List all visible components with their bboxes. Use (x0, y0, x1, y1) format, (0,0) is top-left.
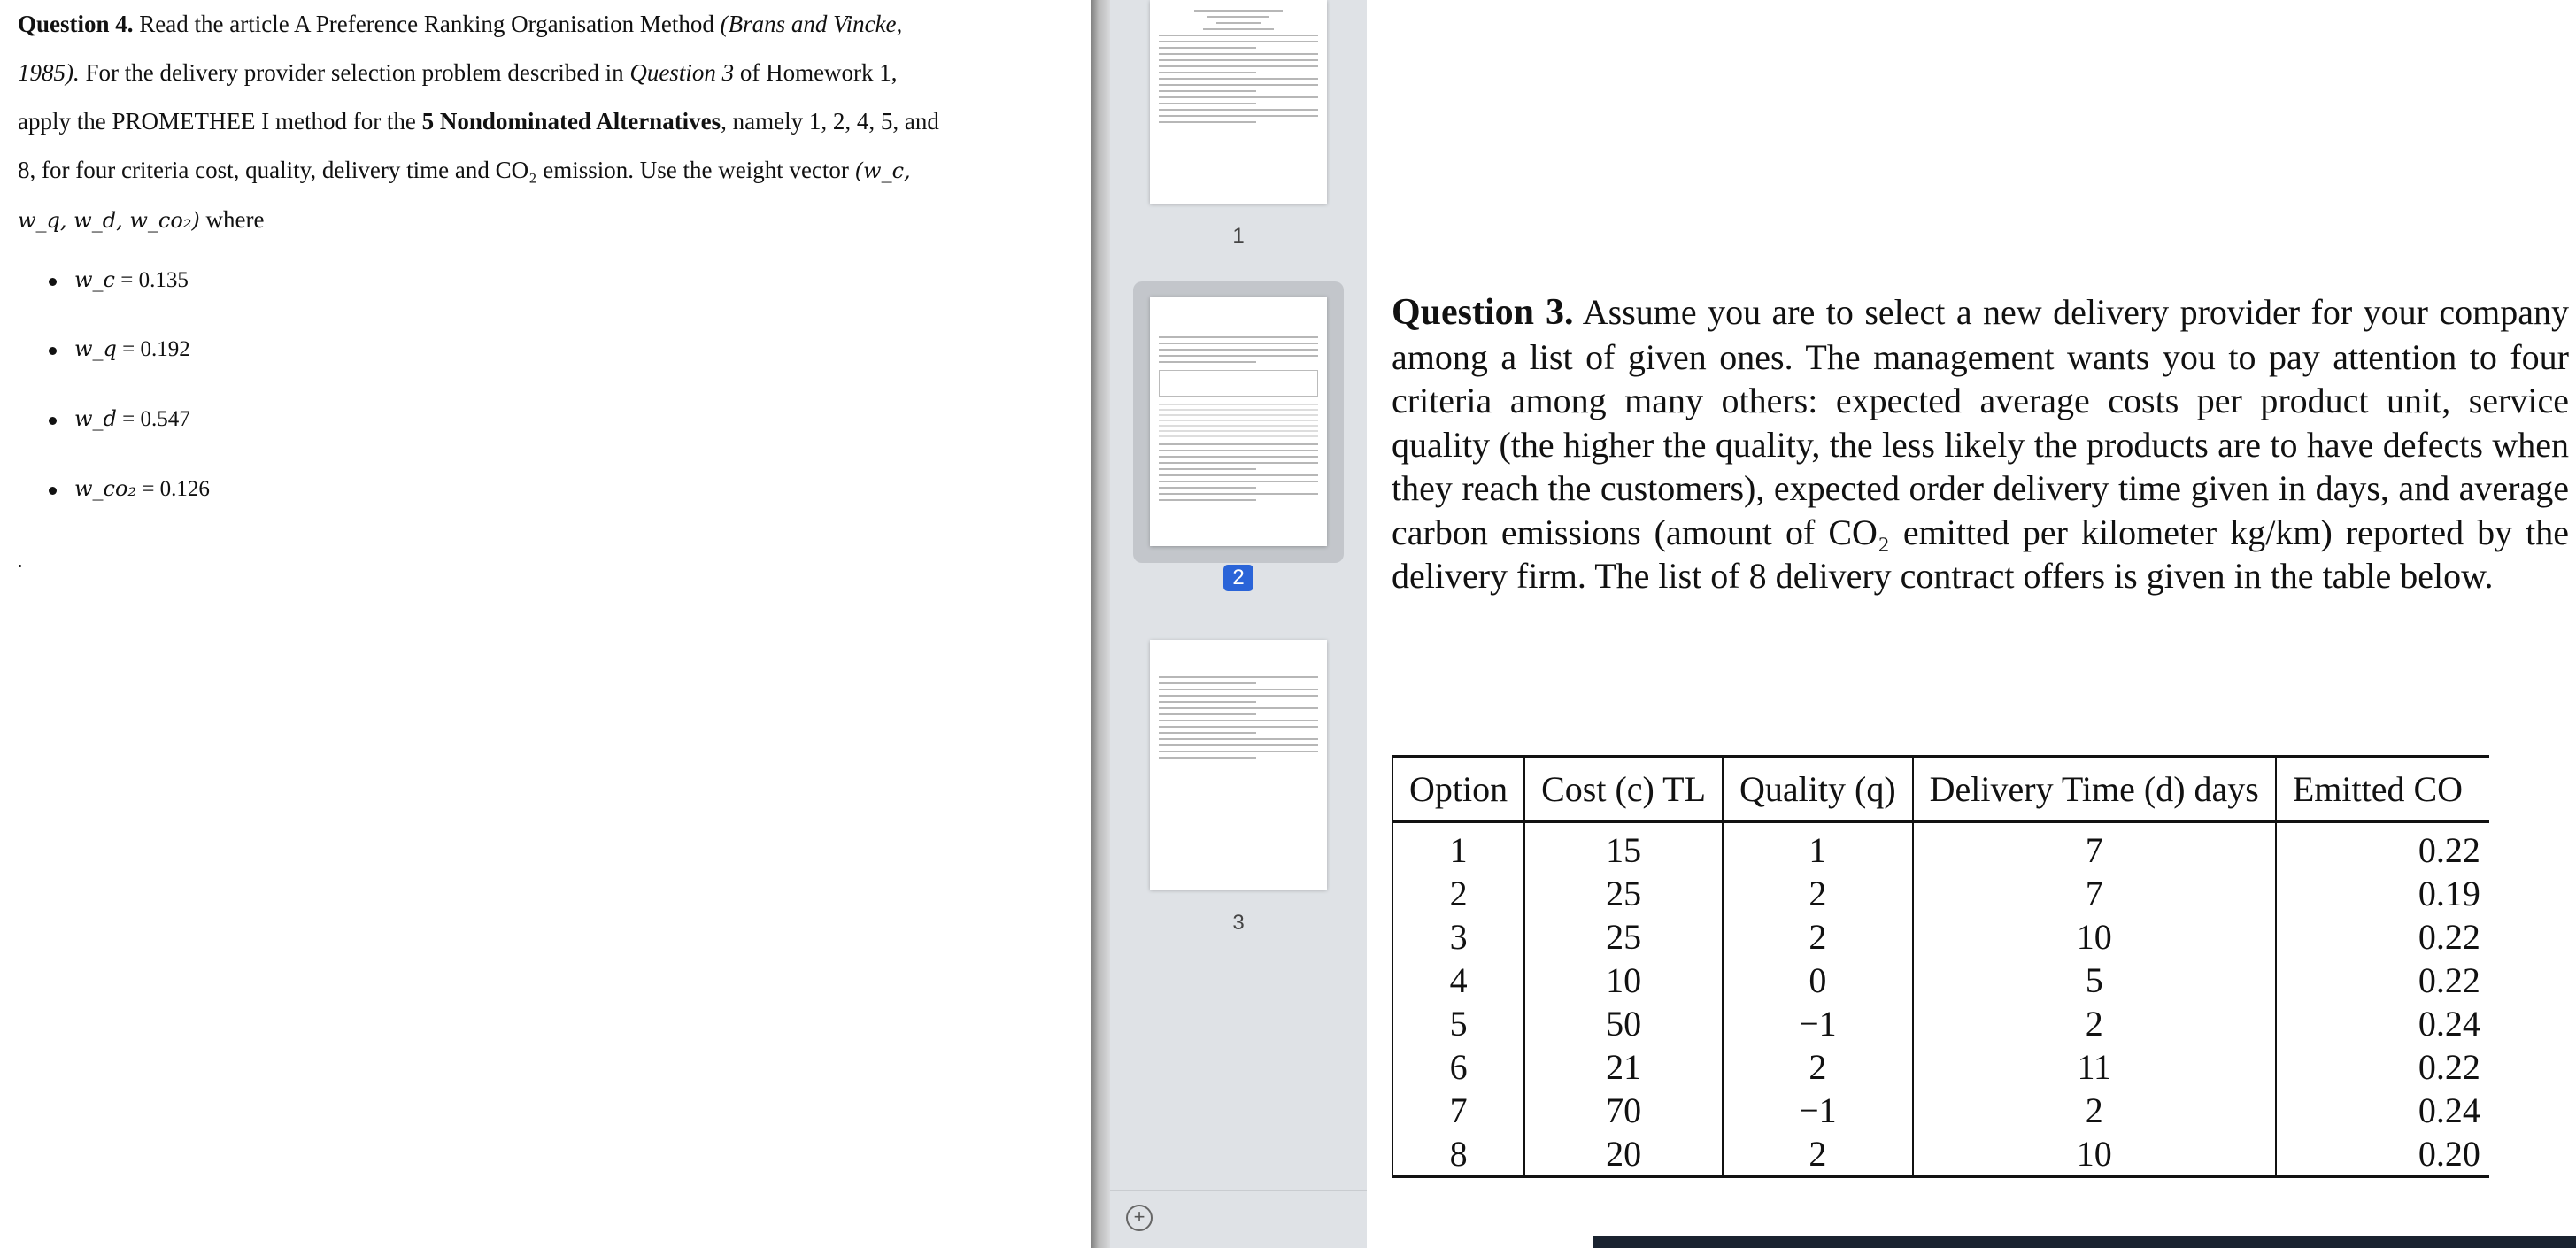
table-row (1392, 1002, 2489, 1045)
table-cell: 2 (1723, 1045, 1913, 1089)
question-4-read: Read the article A Preference Ranking Organisation Method (139, 11, 714, 37)
table-row (1392, 822, 2489, 873)
table-row (1392, 872, 2489, 915)
weight-vector: (w_c, w_q, w_d, w_co₂) (18, 158, 911, 233)
question-3-paragraph (1392, 290, 2569, 598)
table-cell: 70 (1524, 1089, 1723, 1132)
stray-period (19, 565, 21, 567)
background-window-strip (1593, 1236, 2576, 1248)
table-cell: 7 (1392, 1089, 1524, 1132)
table-cell: 3 (1392, 915, 1524, 959)
table-cell: 0 (1723, 959, 1913, 1002)
table-cell: 0.22 (2418, 917, 2480, 957)
main-document-pane (1367, 0, 2576, 1248)
question-4-label: Question 4. (18, 11, 134, 37)
table-cell: 50 (1524, 1002, 1723, 1045)
table-cell: 0.24 (2418, 1004, 2480, 1044)
table-cell: 2 (1723, 915, 1913, 959)
table-cell: 0.22 (2418, 1047, 2480, 1087)
table-cell: 25 (1524, 915, 1723, 959)
table-cell: 21 (1524, 1045, 1723, 1089)
question-4-citation: (Brans and Vincke, 1985). (18, 11, 903, 86)
weight-item: w_d = 0.547 (49, 406, 190, 432)
header-option: Option (1392, 757, 1524, 822)
page-thumbnail-1[interactable] (1150, 0, 1327, 204)
table-header-row (1392, 757, 2489, 822)
table-cell: 2 (1913, 1002, 2276, 1045)
left-document-pane (0, 0, 1091, 1248)
table-cell: 0.22 (2418, 830, 2480, 870)
question-4-paragraph (18, 0, 947, 245)
table-cell: 15 (1524, 822, 1723, 873)
table-cell: 10 (1913, 915, 2276, 959)
table-cell: 2 (1392, 872, 1524, 915)
table-cell: 0.22 (2418, 960, 2480, 1000)
table-cell: 1 (1392, 822, 1524, 873)
table-row (1392, 959, 2489, 1002)
weight-item: w_c = 0.135 (49, 267, 189, 293)
table-cell: 4 (1392, 959, 1524, 1002)
table-cell: 7 (1913, 872, 2276, 915)
table-cell: −1 (1723, 1089, 1913, 1132)
bullet-icon (49, 278, 57, 286)
bullet-icon (49, 417, 57, 425)
weight-item: w_q = 0.192 (49, 336, 190, 362)
header-delivery-time: Delivery Time (d) days (1913, 757, 2276, 822)
table-cell: 0.20 (2418, 1134, 2480, 1174)
header-cost: Cost (c) TL (1524, 757, 1723, 822)
table-cell: 0.19 (2418, 874, 2480, 913)
table-cell: 0.24 (2418, 1090, 2480, 1130)
table-cell: 5 (1913, 959, 2276, 1002)
bullet-icon (49, 347, 57, 355)
table-cell: 25 (1524, 872, 1723, 915)
thumbnail-sidebar (1110, 0, 1368, 1248)
delivery-options-table (1392, 755, 2489, 1178)
table-cell: 1 (1723, 822, 1913, 873)
question-4-bold: 5 Nondominated Alternatives (421, 108, 721, 135)
table-row (1392, 1132, 2489, 1177)
table-cell: 11 (1913, 1045, 2276, 1089)
page-number-2[interactable]: 2 (1150, 565, 1327, 591)
weight-item: w_co₂ = 0.126 (49, 476, 210, 502)
table-row (1392, 1045, 2489, 1089)
table-cell: 2 (1723, 872, 1913, 915)
table-row (1392, 915, 2489, 959)
header-emitted-co2: Emitted CO (2276, 757, 2489, 822)
table-cell: −1 (1723, 1002, 1913, 1045)
table-row (1392, 1089, 2489, 1132)
plus-circle-icon[interactable]: + (1126, 1205, 1153, 1231)
table-cell: 20 (1524, 1132, 1723, 1177)
table-cell: 10 (1524, 959, 1723, 1002)
table-cell: 8 (1392, 1132, 1524, 1177)
table-cell: 6 (1392, 1045, 1524, 1089)
question-4-text-a: For the delivery provider selection problem described in (85, 59, 624, 86)
header-quality: Quality (q) (1723, 757, 1913, 822)
table-cell: 5 (1392, 1002, 1524, 1045)
table-cell: 2 (1913, 1089, 2276, 1132)
question-4-ref: Question 3 (629, 59, 735, 86)
page-number-3[interactable]: 3 (1232, 911, 1245, 935)
question-4-text-b: of Homework 1, apply the PROMETHEE I method for the (18, 59, 898, 135)
window-edge-shadow (1091, 0, 1110, 1248)
table-cell: 7 (1913, 822, 2276, 873)
question-3-label: Question 3. (1392, 292, 1574, 333)
question-3-text: Assume you are to select a new delivery provider for your company among a list of given ones. The management wants you to pay attention to four criteria among many others: expected average costs per product unit, service quality (the higher the quality, the less likely the products are to have defects when they reach the customers), expected order delivery time given in days, and average carbon emissions (amount of CO₂ emitted per kilometer kg/km) reported by the delivery firm. The list of 8 delivery contract offers is given in the table below. (1392, 292, 2570, 596)
page-thumbnail-3[interactable] (1150, 640, 1327, 890)
table-cell: 10 (1913, 1132, 2276, 1177)
question-4-text-c: , namely 1, 2, 4, 5, and 8, for four criteria cost, quality, delivery time and CO₂ emission. Use the weight vector (18, 108, 939, 183)
page-number-1[interactable]: 1 (1232, 224, 1245, 248)
bullet-icon (49, 487, 57, 495)
page-thumbnail-2[interactable] (1150, 297, 1327, 546)
table-cell: 2 (1723, 1132, 1913, 1177)
sidebar-footer-divider (1110, 1190, 1367, 1191)
question-4-where: where (205, 206, 265, 233)
